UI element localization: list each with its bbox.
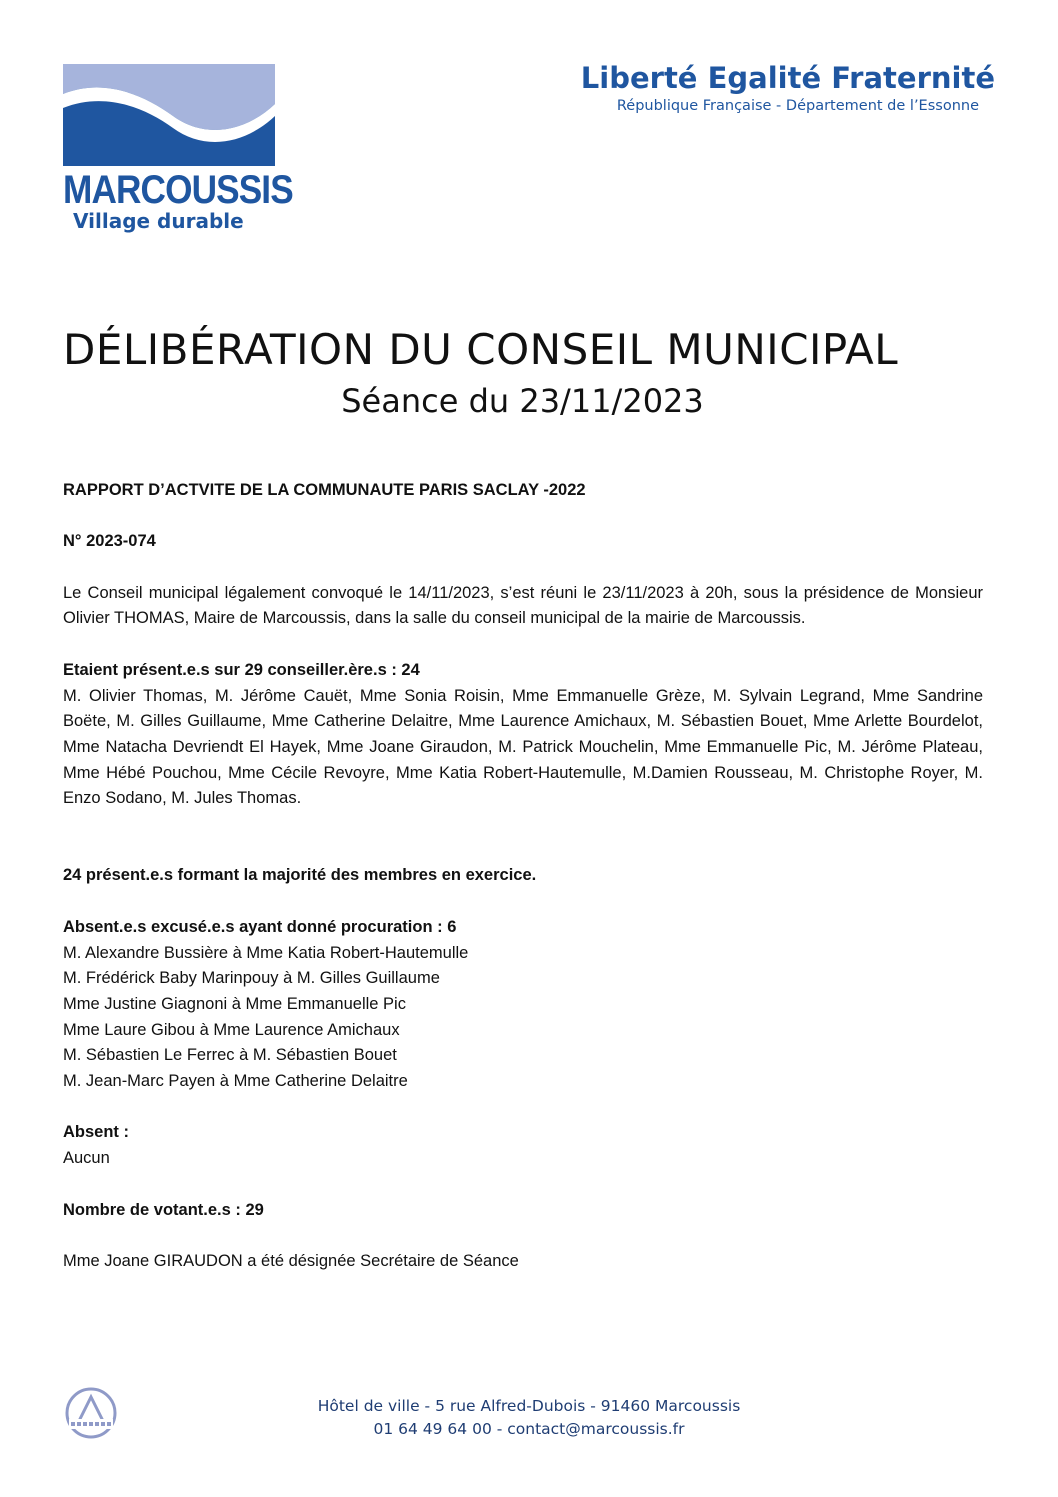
marcoussis-logo — [63, 64, 293, 233]
footer-contact: 01 64 49 64 00 - contact@marcoussis.fr — [373, 1420, 685, 1438]
present-heading: Etaient présent.e.s sur 29 conseiller.ère.s : 24 — [63, 660, 420, 679]
voters-line: Nombre de votant.e.s : 29 — [63, 1200, 264, 1219]
proxy-item: M. Sébastien Le Ferrec à M. Sébastien Bouet — [63, 1046, 397, 1065]
logo-name: MARCOUSSIS — [63, 168, 293, 212]
republic-motto — [581, 60, 995, 116]
deliberation-number: N° 2023-074 — [63, 532, 156, 551]
subject-line: RAPPORT D’ACTVITE DE LA COMMUNAUTE PARIS SACLAY -2022 — [63, 481, 586, 499]
proxies-heading: Absent.e.s excusé.e.s ayant donné procuration : 6 — [63, 917, 457, 936]
proxy-item: Mme Laure Gibou à Mme Laurence Amichaux — [63, 1020, 400, 1039]
motto-sub: République Française - Département de l’Essonne — [616, 98, 979, 114]
page-title: DÉLIBÉRATION DU CONSEIL MUNICIPAL — [63, 325, 899, 374]
wave-emblem-icon — [63, 64, 275, 166]
footer — [0, 1395, 1058, 1441]
logo-tagline: Village durable — [73, 209, 244, 233]
present-names: M. Olivier Thomas, M. Jérôme Cauët, Mme Sonia Roisin, Mme Emmanuelle Grèze, M. Sylvain Legrand, Mme Sandrine Boëte, M. Gilles Guillaume, Mme Catherine Delaitre, Mme Laurence Amichaux, M. Sébastien Bouet, Mme Arlette Bourdelot, Mme Natacha Devriendt El Hayek, Mme Joane Giraudon, M. Patrick Mouchelin, Mme Emmanuelle Pic, M. Jérôme Plateau, Mme Hébé Pouchou, Mme Cécile Revoyre, Mme Katia Robert-Hautemulle, M.Damien Rousseau, M. Christophe Royer, M. Enzo Sodano, M. Jules Thomas. — [63, 686, 983, 808]
proxy-item: M. Alexandre Bussière à Mme Katia Robert-Hautemulle — [63, 943, 469, 962]
session-date: Séance du 23/11/2023 — [341, 382, 704, 420]
motto-main: Liberté Egalité Fraternité — [580, 61, 995, 95]
absent-heading: Absent : — [63, 1123, 129, 1142]
footer-address: Hôtel de ville - 5 rue Alfred-Dubois - 91460 Marcoussis — [317, 1397, 741, 1415]
proxy-item: M. Frédérick Baby Marinpouy à M. Gilles Guillaume — [63, 969, 440, 988]
secretary-line: Mme Joane GIRAUDON a été désignée Secrétaire de Séance — [63, 1251, 519, 1270]
proxy-item: M. Jean-Marc Payen à Mme Catherine Delaitre — [63, 1072, 408, 1091]
intro-paragraph: Le Conseil municipal légalement convoqué le 14/11/2023, s’est réuni le 23/11/2023 à 20h, sous la présidence de Monsieur Olivier THOMAS, Maire de Marcoussis, dans la salle du conseil municipal de la mairie de Marcoussis. — [63, 583, 983, 628]
deliberation-body — [63, 478, 983, 1275]
proxy-item: Mme Justine Giagnoni à Mme Emmanuelle Pic — [63, 994, 406, 1013]
absent-value: Aucun — [63, 1149, 110, 1168]
majority-line: 24 présent.e.s formant la majorité des membres en exercice. — [63, 866, 537, 885]
